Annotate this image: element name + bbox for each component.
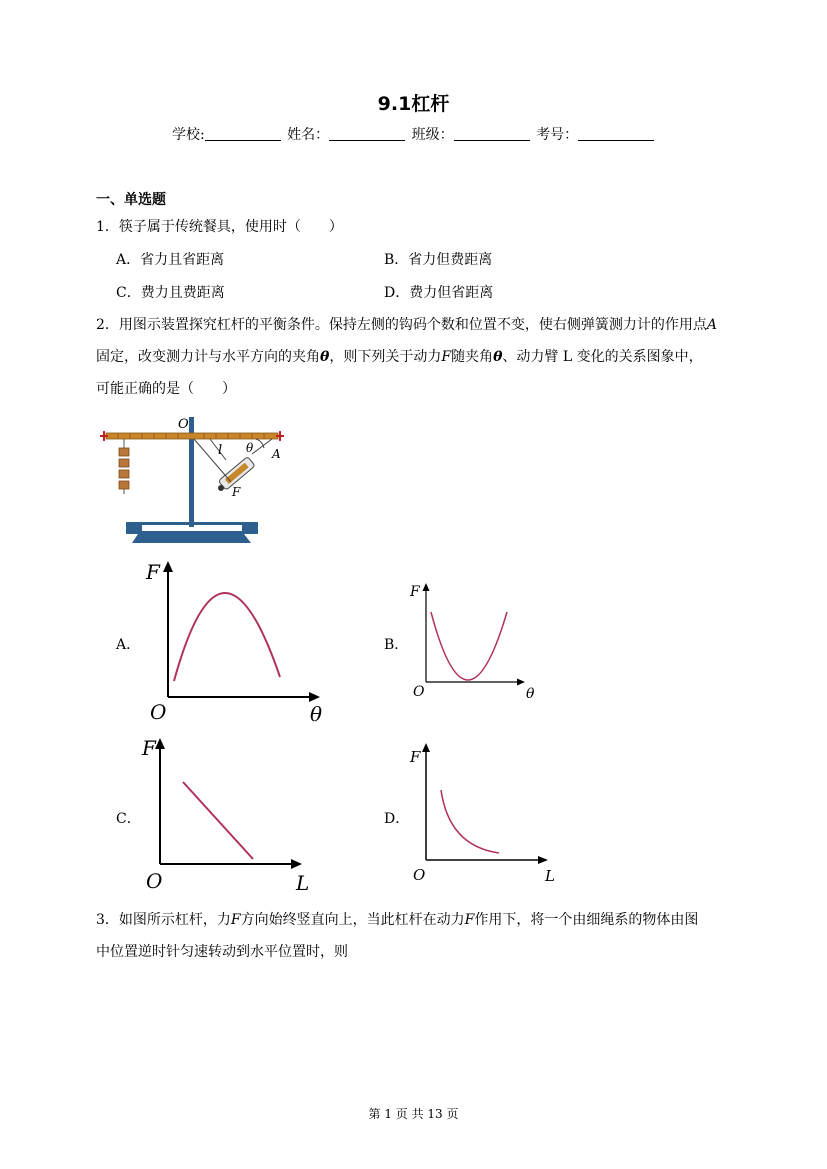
class-label: 班级：	[411, 127, 454, 143]
graph-b-origin: O	[413, 684, 425, 700]
exam-no-label: 考号：	[536, 127, 579, 143]
graph-d-y-arrow	[422, 743, 430, 752]
page-title: 9.1杠杆	[377, 93, 450, 115]
graph-c-y-arrow	[155, 738, 165, 749]
q1-option-a[interactable]: A．省力且省距离	[116, 252, 225, 268]
stand-base	[132, 534, 251, 543]
graph-a-y-arrow	[163, 561, 173, 572]
arm-line	[194, 439, 231, 482]
graph-d-x-arrow	[538, 856, 548, 864]
graph-b-x-label: θ	[526, 686, 535, 702]
graph-b-y-label: F	[410, 584, 420, 600]
exam-no-blank[interactable]	[578, 126, 654, 141]
graph-d	[405, 738, 565, 888]
q2-line2	[96, 346, 703, 366]
q2-line1	[96, 314, 717, 334]
q2-line2-a: 固定，改变测力计与水平方向的夹角	[96, 349, 320, 365]
balance-nut-right	[276, 431, 284, 441]
label-f: F	[232, 485, 241, 499]
graph-a-y-label: F	[146, 560, 160, 584]
graph-b	[405, 578, 555, 703]
q3-force-f-1: F	[230, 912, 241, 928]
q1-option-c[interactable]: C．费力且费距离	[116, 285, 225, 301]
school-blank[interactable]	[205, 126, 281, 141]
graph-a	[140, 555, 340, 730]
graph-a-origin: O	[150, 700, 167, 724]
q2-force-f: F	[441, 349, 452, 365]
graph-c-line	[183, 782, 253, 859]
q1-option-b[interactable]: B．省力但费距离	[384, 252, 493, 268]
q2-theta-1: θ	[320, 349, 330, 365]
graph-d-x-label: L	[545, 867, 555, 885]
q3-line1-a: 3．如图所示杠杆，力	[96, 912, 231, 928]
label-o: O	[178, 417, 189, 432]
graph-c	[140, 733, 320, 893]
q1-stem: 1．筷子属于传统餐具，使用时（ ）	[96, 219, 343, 235]
q2-point-a: A	[706, 317, 718, 333]
q2-line3: 可能正确的是（ ）	[96, 381, 236, 397]
lever-apparatus-figure	[96, 412, 296, 552]
q2-line1-text: 2．用图示装置探究杠杆的平衡条件。保持左侧的钩码个数和位置不变，使右侧弹簧测力计的作用点	[96, 317, 707, 333]
graph-d-y-label: F	[410, 748, 421, 766]
balance-nut-left	[100, 431, 108, 441]
q3-force-f-2: F	[464, 912, 475, 928]
q3-line1-b: 方向始终竖直向上，当此杠杆在动力	[240, 912, 465, 928]
q3-line1-c: 作用下，将一个由细绳系的物体由图	[474, 912, 699, 928]
theta-arc	[256, 439, 264, 448]
q2-theta-2: θ	[493, 349, 503, 365]
hook-weights	[119, 439, 129, 494]
label-theta: θ	[246, 441, 254, 455]
student-info-line	[172, 124, 656, 144]
q2-option-c-label[interactable]: C．	[116, 811, 141, 827]
q2-line2-d: 、动力臂 L 变化的关系图象中，	[502, 349, 703, 365]
q3-line1	[96, 909, 698, 929]
label-l: l	[218, 443, 223, 458]
page-footer: 第 1 页 共 13 页	[368, 1107, 459, 1121]
graph-c-x-label: L	[296, 871, 310, 893]
graph-c-y-label: F	[142, 736, 156, 760]
section-heading: 一、单选题	[96, 192, 166, 208]
graph-c-x-arrow	[291, 859, 302, 869]
q2-line2-c: 随夹角	[451, 349, 494, 365]
q2-line2-b: ，则下列关于动力	[329, 349, 442, 365]
graph-b-y-arrow	[423, 583, 430, 591]
graph-b-x-arrow	[517, 679, 525, 686]
school-label: 学校:	[172, 127, 205, 143]
graph-b-curve	[431, 612, 507, 680]
graph-d-origin: O	[413, 866, 426, 884]
name-label: 姓名：	[287, 127, 330, 143]
q2-option-d-label[interactable]: D．	[384, 811, 410, 827]
q2-option-b-label[interactable]: B．	[384, 637, 409, 653]
class-blank[interactable]	[454, 126, 530, 141]
graph-d-curve	[441, 790, 499, 853]
label-a: A	[272, 447, 281, 461]
q1-option-d[interactable]: D．费力但省距离	[384, 285, 494, 301]
graph-a-x-arrow	[309, 692, 320, 702]
graph-a-curve	[174, 593, 280, 681]
q2-option-a-label[interactable]: A．	[116, 637, 141, 653]
q3-line2: 中位置逆时针匀速转动到水平位置时，则	[96, 944, 348, 960]
graph-a-x-label: θ	[310, 702, 323, 726]
graph-c-origin: O	[146, 869, 163, 893]
name-blank[interactable]	[329, 126, 405, 141]
